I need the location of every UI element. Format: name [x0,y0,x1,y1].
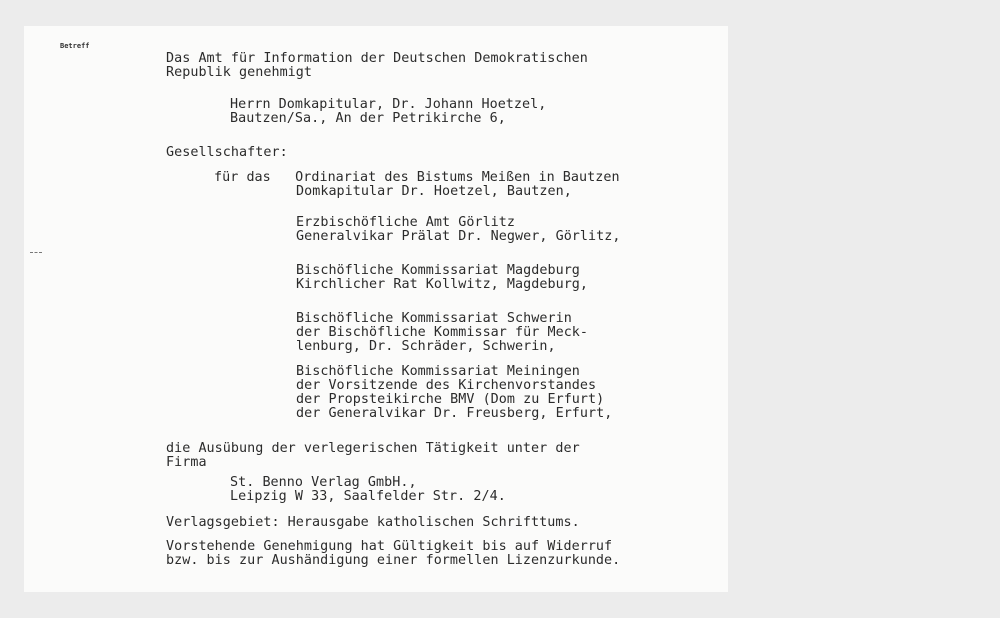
text-line: Republik genehmigt [166,65,313,80]
text-line: Bautzen/Sa., An der Petrikirche 6, [230,111,506,126]
text-line: Domkapitular Dr. Hoetzel, Bautzen, [296,184,572,199]
text-line: Firma [166,455,207,470]
text-line: Vorstehende Genehmigung hat Gültigkeit bis auf Widerruf [166,539,613,554]
text-line: bzw. bis zur Aushändigung einer formellen Lizenzurkunde. [166,553,621,568]
document-page [24,26,728,592]
corner-note: Betreff [60,42,90,50]
text-line: Bischöfliche Kommissariat Schwerin [296,311,572,326]
text-line: lenburg, Dr. Schräder, Schwerin, [296,339,556,354]
text-line: Gesellschafter: [166,145,288,160]
text-line: Herrn Domkapitular, Dr. Johann Hoetzel, [230,97,547,112]
text-line: Kirchlicher Rat Kollwitz, Magdeburg, [296,277,589,292]
text-line: Bischöfliche Kommissariat Magdeburg [296,263,580,278]
text-line: Generalvikar Prälat Dr. Negwer, Görlitz, [296,229,621,244]
text-line: St. Benno Verlag GmbH., [230,475,417,490]
text-line: für das Ordinariat des Bistums Meißen in Bautzen [214,170,620,185]
text-line: Bischöfliche Kommissariat Meiningen [296,364,580,379]
typewritten-text [24,26,728,592]
text-line: die Ausübung der verlegerischen Tätigkeit unter der [166,441,580,456]
text-line: Verlagsgebiet: Herausgabe katholischen Schrifttums. [166,515,580,530]
text-line: Das Amt für Information der Deutschen Demokratischen [166,51,588,66]
text-line: Erzbischöfliche Amt Görlitz [296,215,516,230]
text-line: der Vorsitzende des Kirchenvorstandes [296,378,597,393]
text-line: der Propsteikirche BMV (Dom zu Erfurt) [296,392,605,407]
text-line: der Bischöfliche Kommissar für Meck- [296,325,589,340]
text-line: Leipzig W 33, Saalfelder Str. 2/4. [230,489,506,504]
text-line: der Generalvikar Dr. Freusberg, Erfurt, [296,406,613,421]
